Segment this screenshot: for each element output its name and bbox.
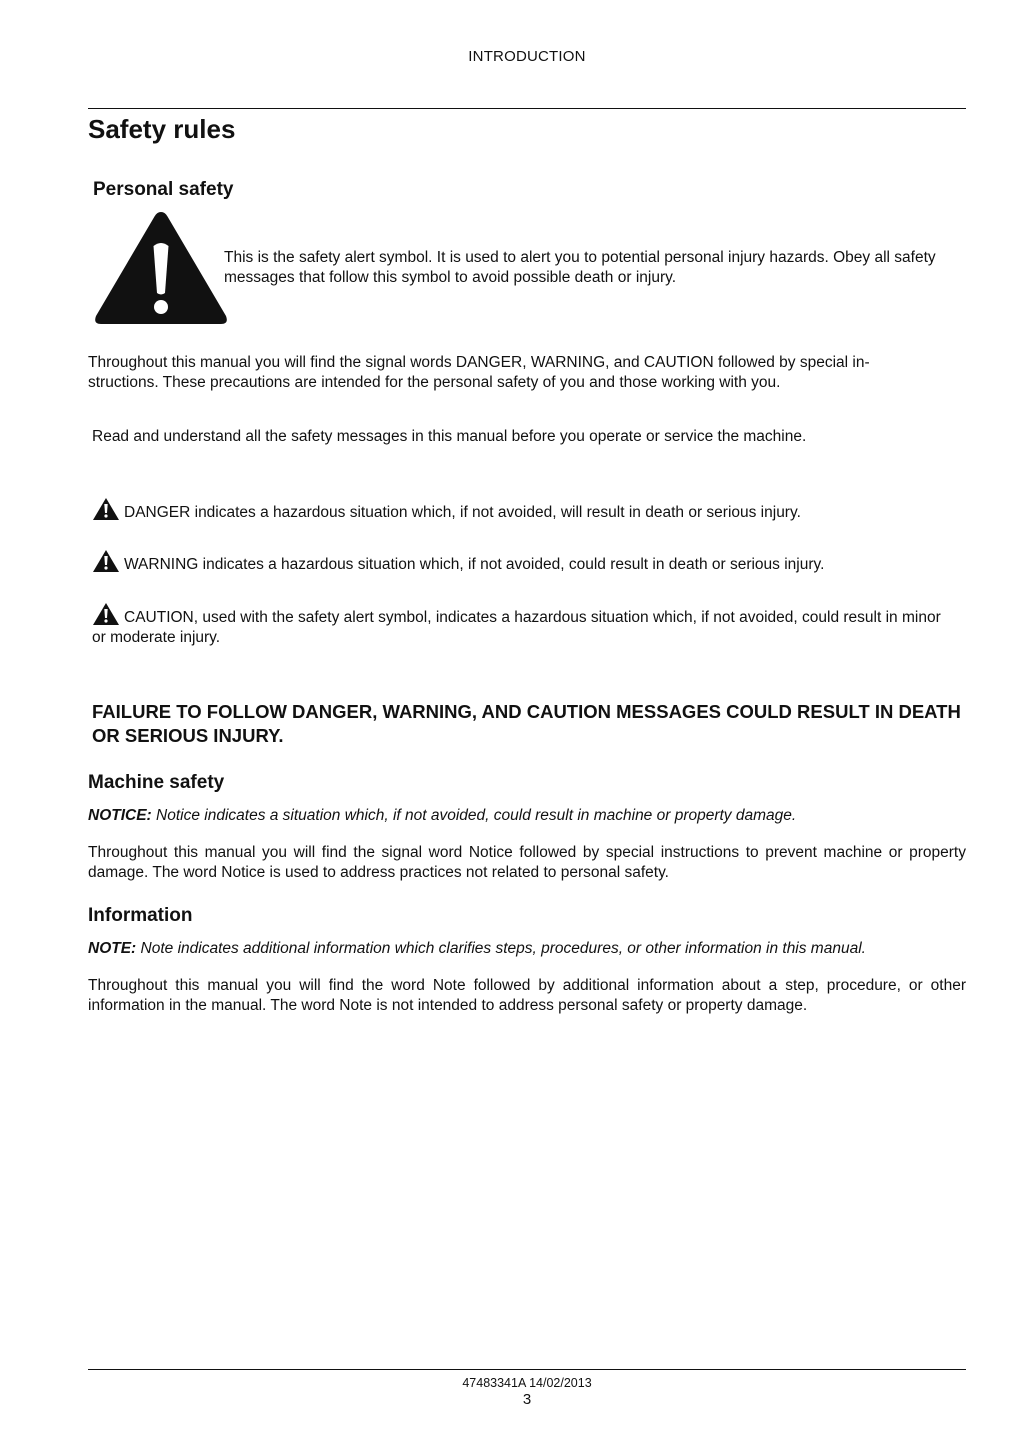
caution-definition xyxy=(92,602,942,648)
danger-definition xyxy=(92,497,968,523)
notice-label: NOTICE: xyxy=(88,807,152,824)
failure-warning: FAILURE TO FOLLOW DANGER, WARNING, AND CAUTION MESSAGES COULD RESULT IN DEATH OR SERIOUS INJURY. xyxy=(92,701,961,746)
footer-doc-code: 47483341A 14/02/2013 xyxy=(462,1376,592,1390)
machine-safety-heading: Machine safety xyxy=(88,772,225,793)
signal-words-line-2: structions. These precautions are intended for the personal safety of you and those working with you. xyxy=(88,374,781,391)
notice-line xyxy=(88,806,968,826)
information-heading: Information xyxy=(88,905,193,926)
notice-text: Notice indicates a situation which, if not avoided, could result in machine or property damage. xyxy=(156,807,797,824)
note-text: Note indicates additional information which clarifies steps, procedures, or other information in this manual. xyxy=(140,940,866,957)
safety-alert-triangle-icon xyxy=(92,208,230,328)
warning-definition xyxy=(92,549,968,575)
header-rule xyxy=(88,108,966,109)
machine-safety-paragraph: Throughout this manual you will find the signal word Notice followed by special instructions to prevent machine or property damage. The word Notice is used to address practices not related to personal safety. xyxy=(88,844,966,881)
page-number: 3 xyxy=(522,1391,532,1408)
note-line xyxy=(88,939,968,959)
danger-alert-icon xyxy=(92,497,120,521)
caution-alert-icon xyxy=(92,602,120,626)
page-title: Safety rules xyxy=(88,114,236,144)
note-label: NOTE: xyxy=(88,940,137,957)
caution-text: CAUTION, used with the safety alert symbol, indicates a hazardous situation which, if not avoided, could result in minor or moderate injury. xyxy=(92,609,941,646)
warning-text: WARNING indicates a hazardous situation which, if not avoided, could result in death or serious injury. xyxy=(124,556,825,573)
personal-safety-heading: Personal safety xyxy=(93,179,234,200)
signal-words-line-1: Throughout this manual you will find the signal words DANGER, WARNING, and CAUTION followed by special in- xyxy=(88,354,870,371)
information-paragraph: Throughout this manual you will find the word Note followed by additional information about a step, procedure, or other information in the manual. The word Note is not intended to address personal safety or property damage. xyxy=(88,977,966,1014)
alert-symbol-description: This is the safety alert symbol. It is used to alert you to potential personal injury hazards. Obey all safety messages that follow this symbol to avoid possible death or injury. xyxy=(224,249,936,286)
warning-alert-icon xyxy=(92,549,120,573)
danger-text: DANGER indicates a hazardous situation which, if not avoided, will result in death or serious injury. xyxy=(124,504,801,521)
footer-rule xyxy=(88,1369,966,1370)
running-header: INTRODUCTION xyxy=(468,48,586,65)
read-understand-text: Read and understand all the safety messages in this manual before you operate or service the machine. xyxy=(92,428,807,445)
